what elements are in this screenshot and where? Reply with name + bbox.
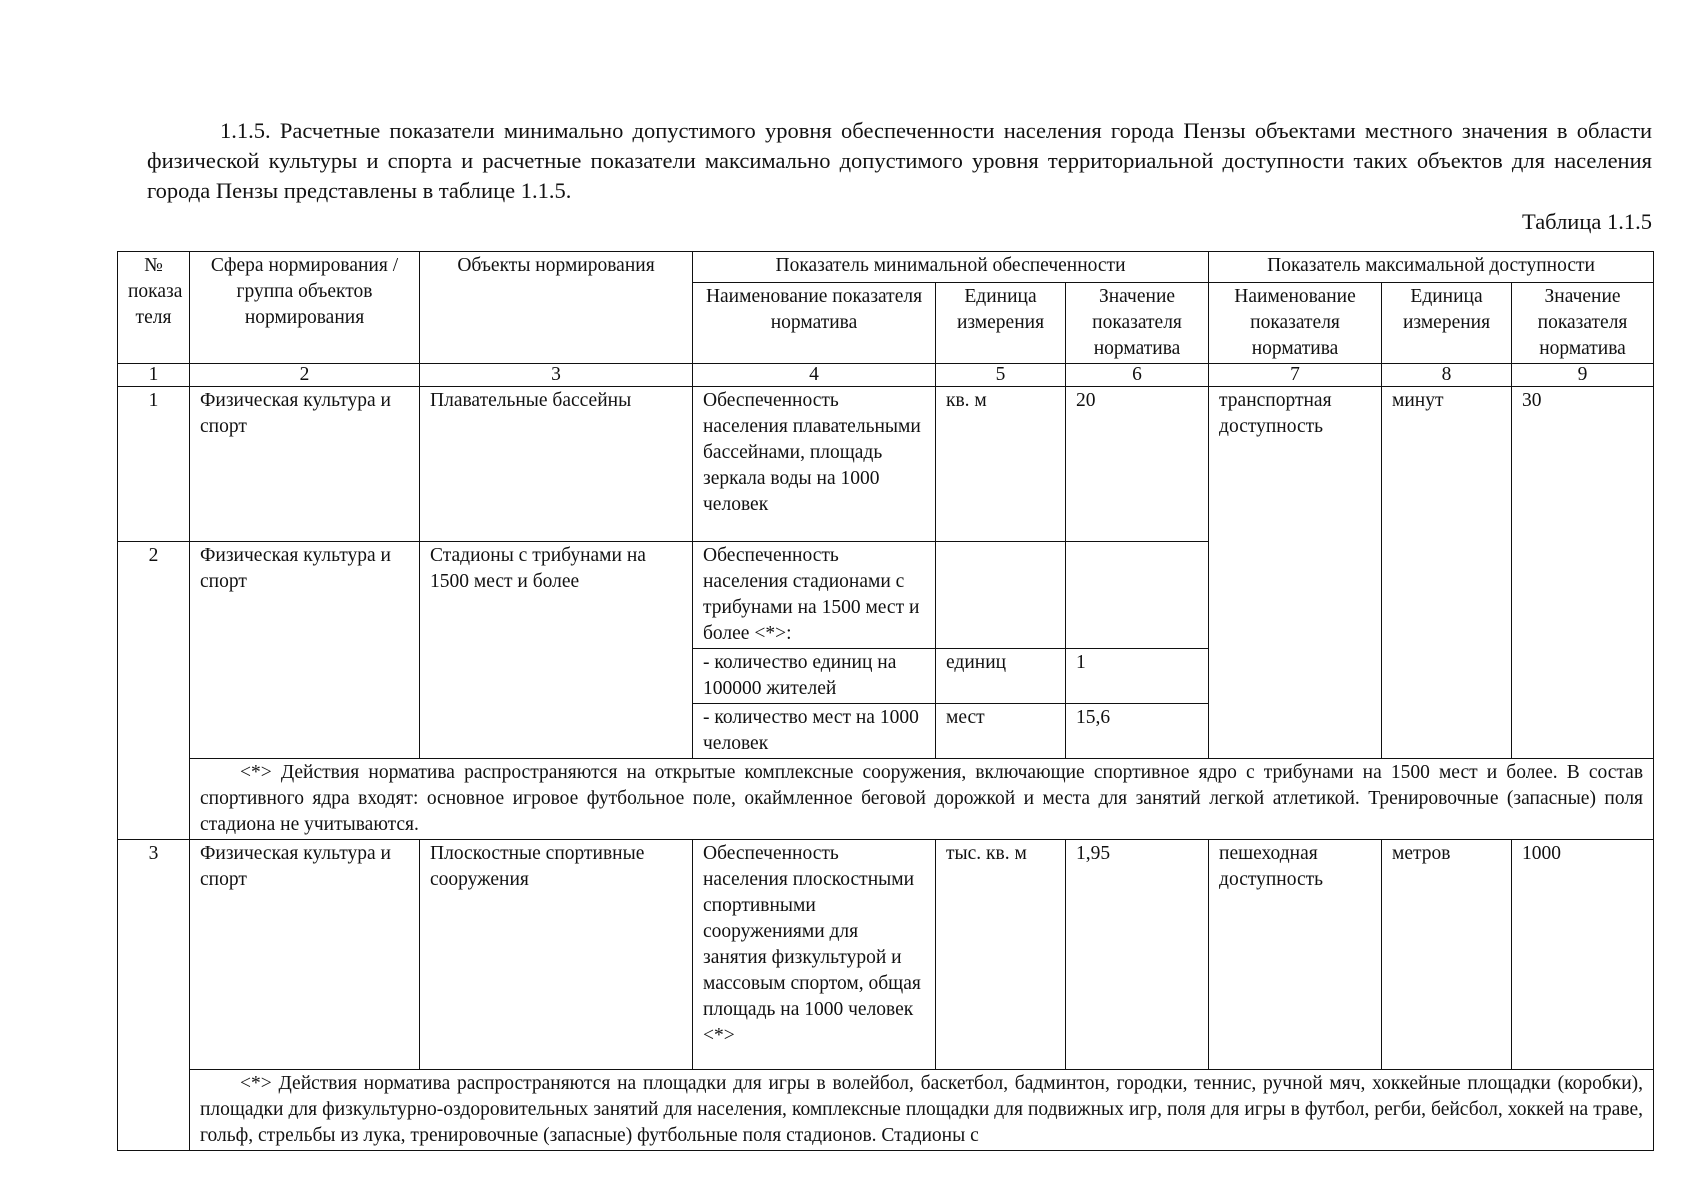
header-unit: Единица измерения bbox=[936, 283, 1066, 364]
header-unit-2: Единица измерения bbox=[1382, 283, 1512, 364]
row-number: 1 bbox=[118, 387, 190, 542]
col-number: 7 bbox=[1209, 364, 1382, 387]
intro-paragraph: 1.1.5. Расчетные показатели минимально допустимого уровня обеспеченности населения города Пензы объектами местного значения в области физической культуры и спорта и расчетные показатели максимально допустимого уровня территориальной доступности таких объектов для населения города Пензы представлены в таблице 1.1.5. bbox=[147, 118, 1652, 203]
access-value-cell: 30 bbox=[1512, 387, 1654, 759]
value-cell: 1 bbox=[1066, 649, 1209, 704]
indicator-name-cell: Обеспеченность населения плоскостными спортивными сооружениями для занятия физкультурой и массовым спортом, общая площадь на 1000 человек <*> bbox=[693, 840, 936, 1070]
unit-cell: кв. м bbox=[936, 387, 1066, 542]
indicator-name-cell: - количество мест на 1000 человек bbox=[693, 704, 936, 759]
unit-cell: тыс. кв. м bbox=[936, 840, 1066, 1070]
col-number: 1 bbox=[118, 364, 190, 387]
header-sphere: Сфера нормирования / группа объектов нормирования bbox=[190, 252, 420, 364]
header-max-group: Показатель максимальной доступности bbox=[1209, 252, 1654, 283]
access-name-cell: транспортная доступность bbox=[1209, 387, 1382, 759]
table-caption: Таблица 1.1.5 bbox=[1522, 209, 1652, 234]
sphere-cell: Физическая культура и спорт bbox=[190, 840, 420, 1070]
column-number-row bbox=[118, 364, 1654, 387]
value-cell bbox=[1066, 542, 1209, 649]
table-row bbox=[118, 840, 1654, 1070]
indicator-name-cell: Обеспеченность населения стадионами с трибунами на 1500 мест и более <*>: bbox=[693, 542, 936, 649]
unit-cell: единиц bbox=[936, 649, 1066, 704]
header-objects: Объекты нормирования bbox=[420, 252, 693, 364]
unit-cell bbox=[936, 542, 1066, 649]
note-row bbox=[118, 1070, 1654, 1151]
unit-cell: мест bbox=[936, 704, 1066, 759]
objects-cell: Плоскостные спортивные сооружения bbox=[420, 840, 693, 1070]
col-number: 6 bbox=[1066, 364, 1209, 387]
header-row bbox=[118, 252, 1654, 283]
indicator-name-cell: - количество единиц на 100000 жителей bbox=[693, 649, 936, 704]
col-number: 2 bbox=[190, 364, 420, 387]
table-row bbox=[118, 387, 1654, 542]
access-unit-cell: метров bbox=[1382, 840, 1512, 1070]
col-number: 9 bbox=[1512, 364, 1654, 387]
objects-cell: Стадионы с трибунами на 1500 мест и более bbox=[420, 542, 693, 759]
header-num: № показа теля bbox=[118, 252, 190, 364]
col-number: 8 bbox=[1382, 364, 1512, 387]
objects-cell: Плавательные бассейны bbox=[420, 387, 693, 542]
sphere-cell: Физическая культура и спорт bbox=[190, 387, 420, 542]
col-number: 3 bbox=[420, 364, 693, 387]
row-number: 2 bbox=[118, 542, 190, 840]
access-unit-cell: минут bbox=[1382, 387, 1512, 759]
value-cell: 20 bbox=[1066, 387, 1209, 542]
footnote-text: <*> Действия норматива распространяются на открытые комплексные сооружения, включающие спортивное ядро с трибунами на 1500 мест и более. В состав спортивного ядра входят: основное игровое футбольное поле, окаймленное беговой дорожкой и места для занятий легкой атлетикой. Тренировочные (запасные) поля стадиона не учитываются. bbox=[190, 759, 1654, 840]
header-min-group: Показатель минимальной обеспеченности bbox=[693, 252, 1209, 283]
col-number: 4 bbox=[693, 364, 936, 387]
header-name: Наименование показателя норматива bbox=[693, 283, 936, 364]
indicator-name-cell: Обеспеченность населения плавательными бассейнами, площадь зеркала воды на 1000 человек bbox=[693, 387, 936, 542]
sphere-cell: Физическая культура и спорт bbox=[190, 542, 420, 759]
value-cell: 15,6 bbox=[1066, 704, 1209, 759]
footnote-text: <*> Действия норматива распространяются на площадки для игры в волейбол, баскетбол, бадминтон, городки, теннис, ручной мяч, хоккейные площадки (коробки), площадки для физкультурно-оздоровительных занятий для населения, комплексные площадки для подвижных игр, поля для игры в футбол, регби, бейсбол, хоккей на траве, гольф, стрельбы из лука, тренировочные (запасные) футбольные поля стадионов. Стадионы с bbox=[190, 1070, 1654, 1151]
value-cell: 1,95 bbox=[1066, 840, 1209, 1070]
access-value-cell: 1000 bbox=[1512, 840, 1654, 1070]
header-value: Значение показателя норматива bbox=[1066, 283, 1209, 364]
row-number: 3 bbox=[118, 840, 190, 1151]
access-name-cell: пешеходная доступность bbox=[1209, 840, 1382, 1070]
col-number: 5 bbox=[936, 364, 1066, 387]
note-row bbox=[118, 759, 1654, 840]
header-name-2: Наименование показателя норматива bbox=[1209, 283, 1382, 364]
norms-table bbox=[117, 251, 1654, 1151]
header-value-2: Значение показателя норматива bbox=[1512, 283, 1654, 364]
